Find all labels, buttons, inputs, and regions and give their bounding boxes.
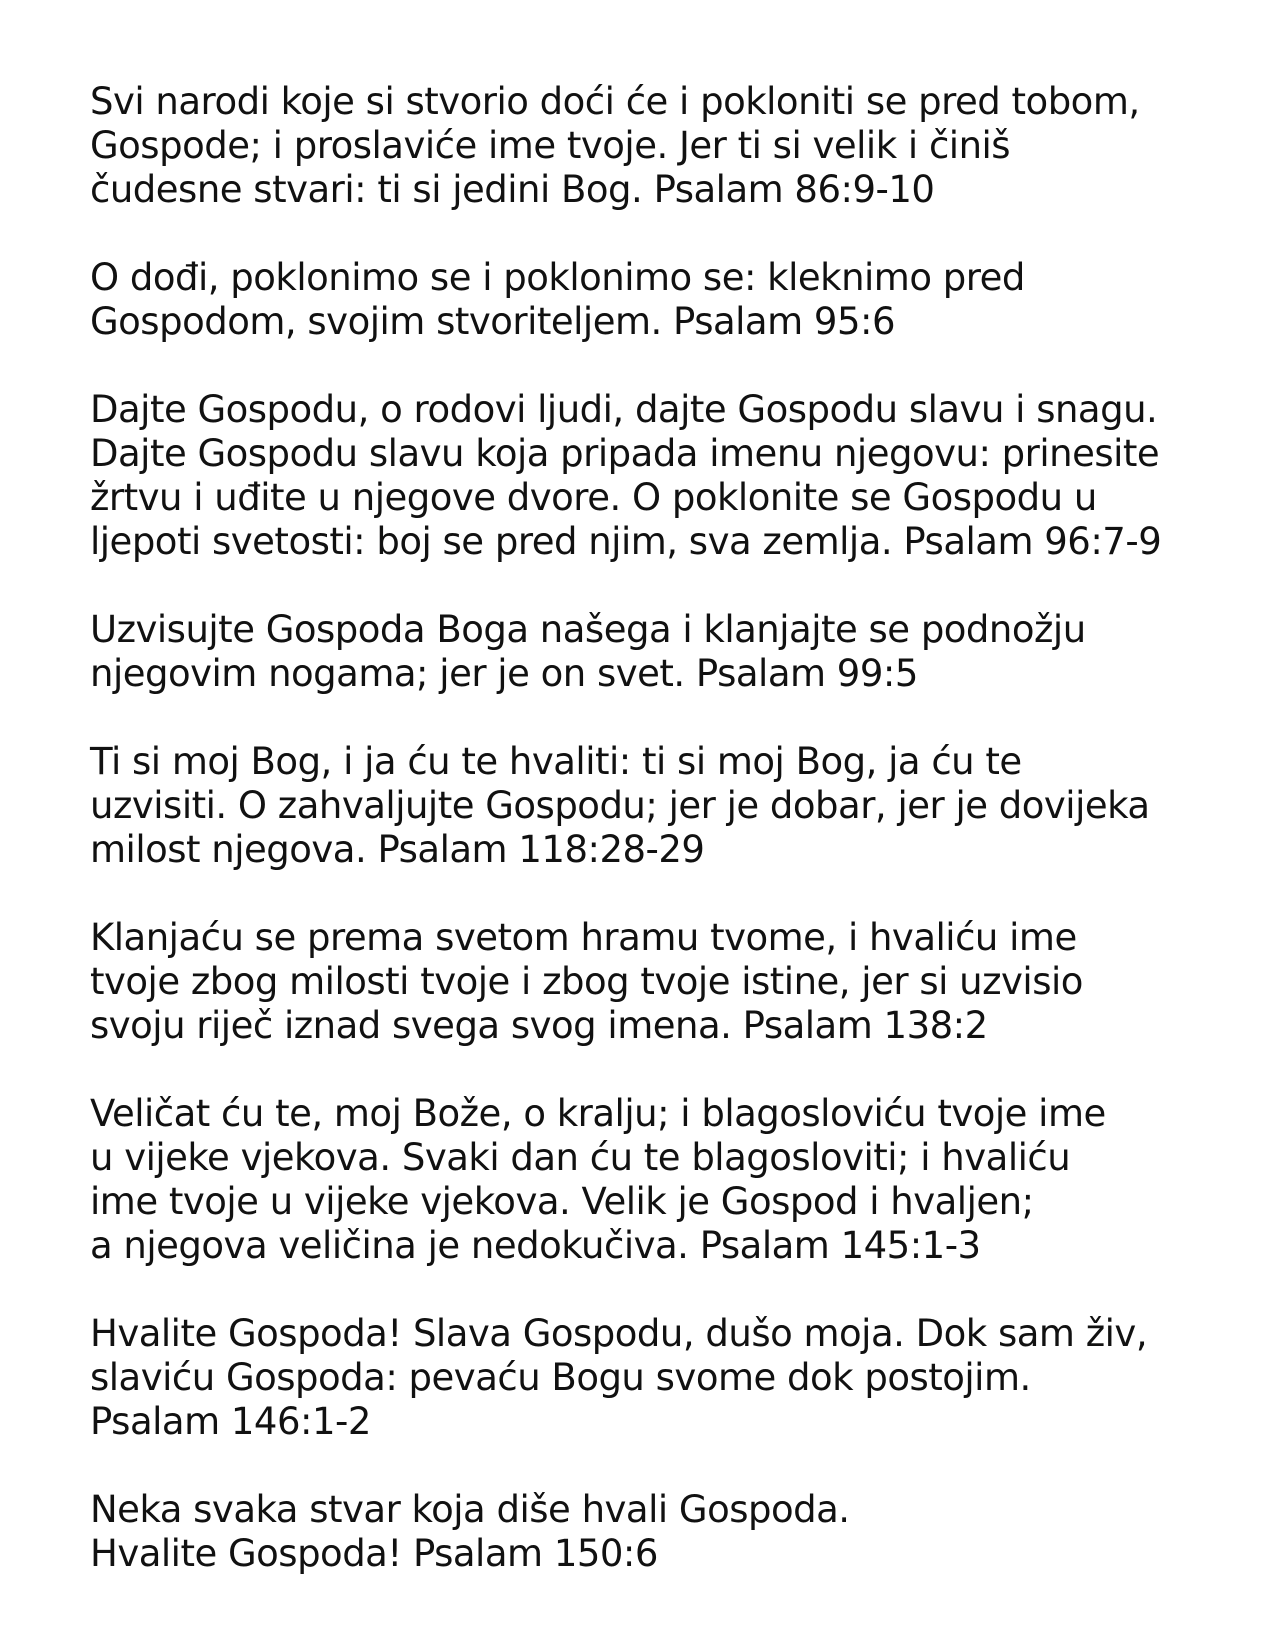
verse-psalm-99 <box>90 608 1250 696</box>
verse-psalm-118 <box>90 740 1250 872</box>
verse-line: uzvisiti. O zahvaljujte Gospodu; jer je dobar, jer je dovijeka <box>90 784 1150 827</box>
verse-line: ljepoti svetosti: boj se pred njim, sva zemlja. Psalam 96:7-9 <box>90 520 1162 563</box>
verse-psalm-150 <box>90 1488 1250 1576</box>
verse-line: žrtvu i uđite u njegove dvore. O poklonite se Gospodu u <box>90 476 1097 519</box>
verse-line: Gospodom, svojim stvoriteljem. Psalam 95:6 <box>90 300 895 343</box>
verse-line: Uzvisujte Gospoda Boga našega i klanjajte se podnožju <box>90 608 1086 651</box>
verse-line: a njegova veličina je nedokučiva. Psalam 145:1-3 <box>90 1224 981 1267</box>
verse-line: Svi narodi koje si stvorio doći će i pokloniti se pred tobom, <box>90 80 1140 123</box>
verse-psalm-138 <box>90 916 1250 1048</box>
verse-psalm-146 <box>90 1312 1250 1444</box>
verse-line: Dajte Gospodu slavu koja pripada imenu njegovu: prinesite <box>90 432 1160 475</box>
verse-line: Ti si moj Bog, i ja ću te hvaliti: ti si moj Bog, ja ću te <box>90 740 1022 783</box>
verse-line: njegovim nogama; jer je on svet. Psalam 99:5 <box>90 652 918 695</box>
verse-line: Veličat ću te, moj Bože, o kralju; i blagosloviću tvoje ime <box>90 1092 1106 1135</box>
verse-line: Neka svaka stvar koja diše hvali Gospoda. <box>90 1488 850 1531</box>
verse-line: čudesne stvari: ti si jedini Bog. Psalam 86:9-10 <box>90 168 935 211</box>
verse-line: Hvalite Gospoda! Slava Gospodu, dušo moja. Dok sam živ, <box>90 1312 1148 1355</box>
verse-psalm-95 <box>90 256 1250 344</box>
verse-line: svoju riječ iznad svega svog imena. Psalam 138:2 <box>90 1004 988 1047</box>
verse-line: Hvalite Gospoda! Psalam 150:6 <box>90 1532 658 1575</box>
verse-line: Psalam 146:1-2 <box>90 1400 371 1443</box>
verse-line: tvoje zbog milosti tvoje i zbog tvoje istine, jer si uzvisio <box>90 960 1083 1003</box>
verse-line: slaviću Gospoda: pevaću Bogu svome dok postojim. <box>90 1356 1031 1399</box>
verse-line: O dođi, poklonimo se i poklonimo se: kleknimo pred <box>90 256 1025 299</box>
verse-line: Klanjaću se prema svetom hramu tvome, i hvaliću ime <box>90 916 1077 959</box>
verse-line: u vijeke vjekova. Svaki dan ću te blagosloviti; i hvaliću <box>90 1136 1071 1179</box>
verse-line: Gospode; i proslaviće ime tvoje. Jer ti si velik i činiš <box>90 124 1011 167</box>
verse-line: Dajte Gospodu, o rodovi ljudi, dajte Gospodu slavu i snagu. <box>90 388 1158 431</box>
verse-psalm-145 <box>90 1092 1250 1268</box>
verse-line: milost njegova. Psalam 118:28-29 <box>90 828 705 871</box>
psalm-verses <box>90 80 1250 1620</box>
verse-line: ime tvoje u vijeke vjekova. Velik je Gospod i hvaljen; <box>90 1180 1034 1223</box>
verse-psalm-96 <box>90 388 1250 564</box>
verse-psalm-86 <box>90 80 1250 212</box>
